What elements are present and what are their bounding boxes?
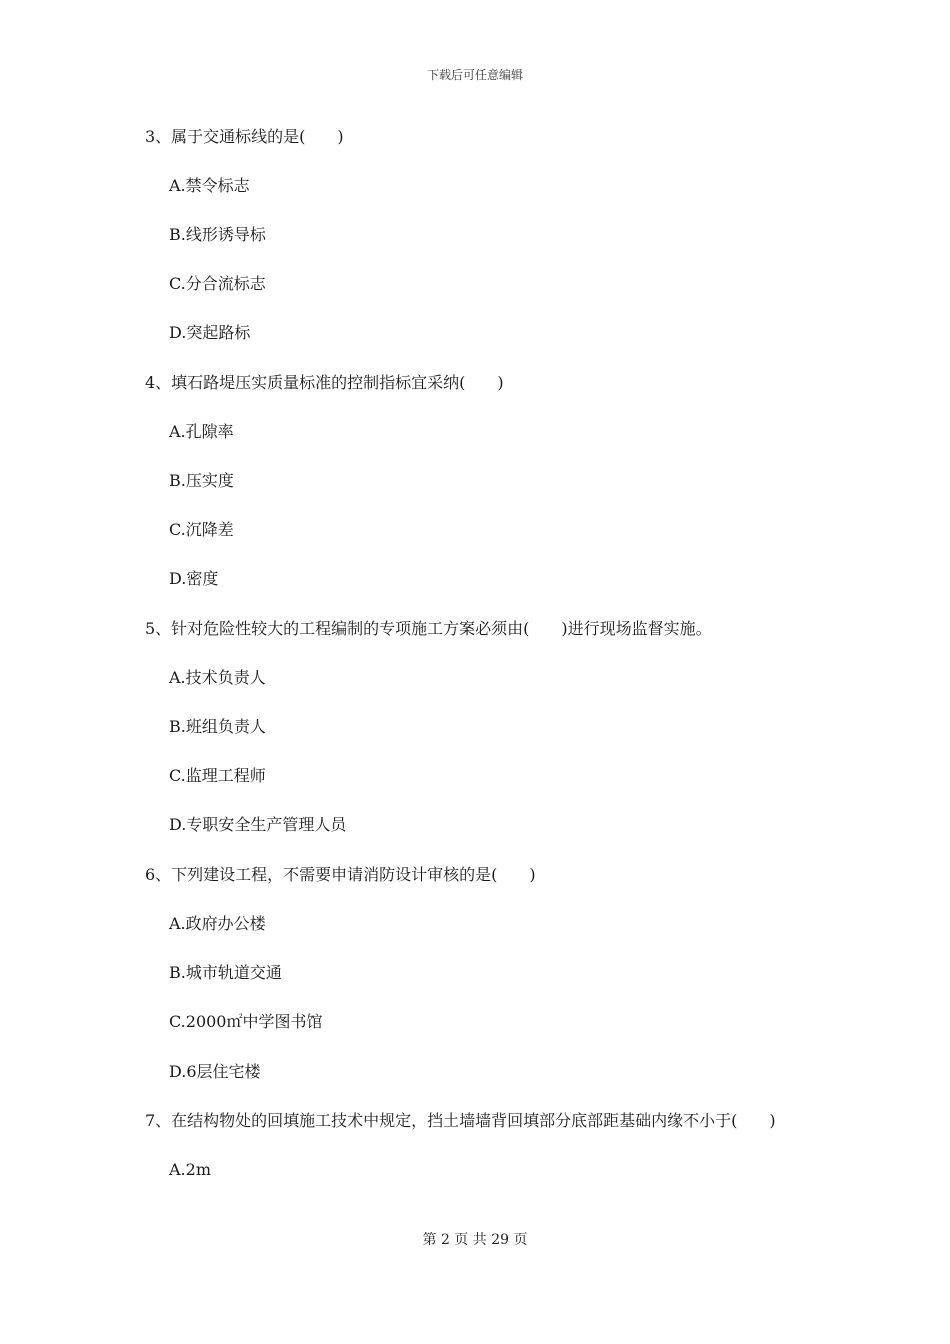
question-5-option-b: B.班组负责人 — [169, 717, 266, 736]
question-6-stem: 6、下列建设工程，不需要申请消防设计审核的是( ) — [145, 865, 536, 884]
page-footer: 第 2 页 共 29 页 — [422, 1232, 528, 1248]
question-5-option-c: C.监理工程师 — [169, 766, 266, 785]
question-3-option-c: C.分合流标志 — [169, 274, 266, 293]
question-3-option-d: D.突起路标 — [169, 323, 251, 342]
question-3-stem: 3、属于交通标线的是( ) — [145, 127, 344, 146]
question-4-option-b: B.压实度 — [169, 471, 234, 490]
question-5-option-a: A.技术负责人 — [169, 668, 266, 687]
question-7-option-a: A.2m — [169, 1160, 211, 1179]
question-3-option-b: B.线形诱导标 — [169, 225, 266, 244]
question-6-option-d: D.6层住宅楼 — [169, 1062, 261, 1081]
question-6-option-b: B.城市轨道交通 — [169, 963, 282, 982]
question-4-option-d: D.密度 — [169, 569, 219, 588]
question-7-stem: 7、在结构物处的回填施工技术中规定，挡土墙墙背回填部分底部距基础内缘不小于( ) — [145, 1111, 776, 1130]
question-4-option-a: A.孔隙率 — [169, 422, 234, 441]
page-header: 下载后可任意编辑 — [426, 68, 523, 82]
question-6-option-c: C.2000㎡中学图书馆 — [169, 1012, 323, 1031]
question-4-option-c: C.沉降差 — [169, 520, 234, 539]
question-3-option-a: A.禁令标志 — [169, 176, 250, 195]
question-4-stem: 4、填石路堤压实质量标准的控制指标宜采纳( ) — [145, 373, 504, 392]
question-5-option-d: D.专职安全生产管理人员 — [169, 815, 347, 834]
question-6-option-a: A.政府办公楼 — [169, 914, 266, 933]
question-5-stem: 5、针对危险性较大的工程编制的专项施工方案必须由( )进行现场监督实施。 — [145, 619, 712, 638]
